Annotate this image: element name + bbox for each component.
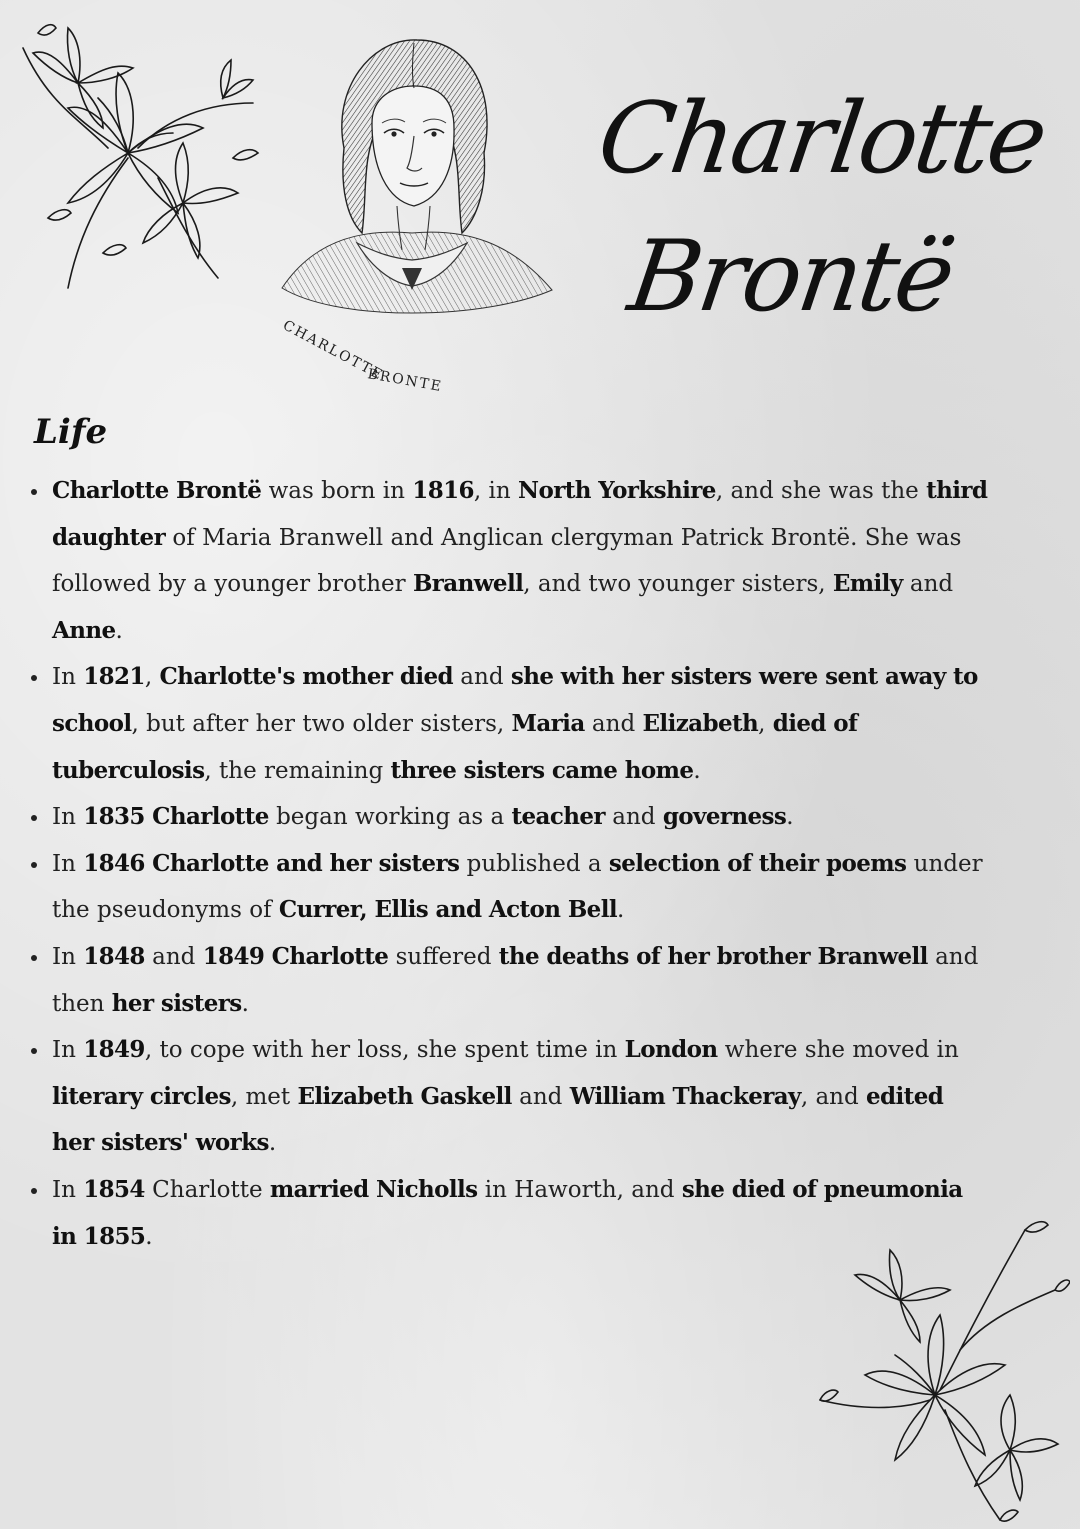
bold-text: 1854 (83, 1175, 145, 1203)
body-text: . (115, 617, 123, 644)
title-line-charlotte: Charlotte (591, 82, 1052, 196)
bold-text: 1835 (83, 803, 145, 831)
bold-text: Currer, Ellis and Acton Bell (278, 896, 617, 924)
bold-text: 1849 (202, 942, 265, 970)
body-text: . (786, 804, 794, 831)
bold-text: governess (662, 803, 787, 831)
bold-text: 1816 (412, 477, 474, 504)
bold-text: three sisters came home (390, 756, 694, 784)
bold-text: Emily (832, 570, 903, 598)
body-text: In (52, 943, 84, 970)
bold-text: edited her sisters' works (52, 1082, 944, 1157)
lily-flower-illustration-top-left (8, 8, 268, 293)
portrait-signature-bronte: BRONTE (366, 366, 445, 396)
bold-text: 1848 (83, 942, 145, 970)
body-text: In (52, 804, 84, 831)
bold-text: William Thackeray (569, 1082, 801, 1110)
body-text: and then (52, 943, 979, 1017)
body-text: in Haworth, and (477, 1176, 682, 1203)
life-bullet-list (22, 468, 990, 1260)
bold-text: Charlotte (152, 803, 269, 831)
body-text: , but after her two older sisters, (131, 710, 512, 737)
body-text: . (145, 1223, 153, 1250)
bold-text: teacher (511, 803, 605, 831)
bold-text: 1846 (83, 849, 145, 877)
bold-text: married Nicholls (269, 1175, 478, 1203)
life-bullet-item (50, 841, 990, 934)
body-text: , and she was the (715, 478, 927, 504)
page-title (571, 70, 1052, 346)
bold-text: she with her sisters were sent away to school (52, 663, 978, 737)
bold-text: Elizabeth (642, 709, 759, 737)
bold-text: Elizabeth Gaskell (297, 1082, 512, 1110)
body-text (264, 944, 271, 970)
bold-text: Maria (511, 709, 585, 737)
body-text: , and two younger sisters, (523, 571, 833, 598)
bold-text: London (624, 1036, 718, 1064)
body-text: In (52, 664, 84, 691)
body-text: . (268, 1130, 277, 1157)
bold-text: the deaths of her brother Branwell (498, 942, 928, 970)
charlotte-bronte-portrait (262, 28, 562, 398)
body-text: was born in (261, 478, 413, 504)
body-text: , in (473, 478, 519, 504)
bold-text: Charlotte Brontë (52, 477, 262, 504)
body-text: , (144, 664, 160, 691)
life-bullet-item (50, 934, 990, 1027)
section-heading-life: Life (34, 412, 108, 452)
body-text: In (52, 1037, 84, 1064)
body-text: and (584, 710, 643, 737)
portrait-signature-charlotte: CHARLOTTE (280, 317, 387, 384)
body-text: under the pseudonyms of (52, 850, 983, 924)
bold-text: Anne (52, 616, 116, 644)
bold-text: Charlotte and her sisters (152, 849, 460, 877)
bold-text: 1849 (83, 1036, 145, 1064)
body-text: , the remaining (204, 757, 391, 784)
bold-text: died of tuberculosis (52, 709, 858, 784)
body-text: and (511, 1083, 570, 1110)
bold-text: Charlotte (271, 942, 389, 970)
bold-text: North Yorkshire (518, 477, 716, 504)
life-bullet-item (50, 468, 990, 654)
body-text: and (453, 664, 511, 691)
body-text: , and (800, 1083, 867, 1110)
body-text: Charlotte (144, 1176, 270, 1203)
body-text: suffered (388, 943, 499, 970)
body-text: where she moved in (717, 1037, 959, 1064)
body-text: In (52, 850, 84, 877)
bold-text: Charlotte's mother died (159, 663, 453, 691)
body-text: . (616, 897, 625, 924)
body-text: of Maria Branwell and Anglican clergyman Patrick Brontë. She was followed by a younger brother (52, 524, 962, 598)
bold-text: her sisters (111, 989, 242, 1017)
body-text: and (604, 804, 663, 831)
body-text: , (758, 710, 773, 737)
lily-flower-illustration-bottom-right (810, 1210, 1070, 1525)
bold-text: 1821 (83, 663, 145, 691)
body-text: and (144, 943, 203, 970)
body-text: published a (459, 850, 609, 877)
bold-text: literary circles (52, 1082, 231, 1110)
body-text: and (902, 571, 954, 598)
body-text: began working as a (268, 804, 512, 831)
bold-text: selection of their poems (608, 849, 907, 877)
body-text: . (241, 990, 249, 1017)
body-text: , met (230, 1083, 298, 1110)
bold-text: Branwell (412, 570, 524, 598)
body-text: In (52, 1176, 84, 1203)
title-line-bronte: Brontë (622, 220, 959, 334)
life-bullet-item (50, 794, 990, 841)
life-bullet-item (50, 1027, 990, 1167)
body-text: , to cope with her loss, she spent time in (144, 1037, 625, 1064)
life-bullet-item (50, 654, 990, 794)
bold-text: third daughter (52, 477, 988, 551)
bold-text: she died of pneumonia in 1855 (52, 1175, 963, 1250)
body-text: . (693, 757, 701, 784)
